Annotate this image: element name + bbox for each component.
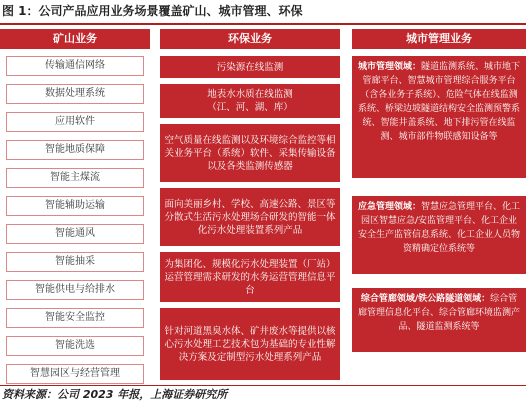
env-item	[160, 84, 340, 118]
mining-item: 数据处理系统	[6, 84, 144, 104]
header-city: 城市管理业务	[352, 29, 526, 49]
mining-item: 智慧园区与经营管理	[6, 364, 144, 384]
figure-title: 图 1：公司产品应用业务场景覆盖矿山、城市管理、环保	[2, 4, 303, 18]
env-item-text: 针对河道黑臭水体、矿井废水等提供以核心污水处理工艺技术包为基础的专业性解决方案及定制型污水处理系列产品	[164, 325, 336, 363]
title-divider	[0, 23, 526, 25]
env-item	[160, 188, 340, 246]
city-item-text: 智慧应急管理平台、化工园区智慧应急/安监管理平台、化工企业安全生产监管信息系统、化工企业人员物资精确定位系统等	[357, 202, 521, 254]
env-item	[160, 124, 340, 182]
source-divider	[0, 385, 526, 386]
city-item-text: 隧道监测系统、城市地下管廊平台、智慧城市管理综合服务平台（含各业务子系统）、危险气体在线监测系统、桥梁边坡隧道结构安全监测预警系统、智能井盖系统、地下排污管在线监测、城市部件物联感知设备等	[357, 62, 521, 142]
city-item-text: 综合管廊管理信息化平台、综合管廊环境监测产品、隧道监测系统等	[357, 294, 520, 332]
header-env: 环保业务	[160, 29, 340, 49]
source-note: 资料来源：公司 2023 年报，上海证券研究所	[2, 388, 228, 401]
mining-item: 智能洗选	[6, 336, 144, 356]
city-item	[352, 196, 526, 274]
city-item	[352, 56, 526, 178]
mining-item: 智能主煤流	[6, 168, 144, 188]
mining-item: 应用软件	[6, 112, 144, 132]
env-item-text: 空气质量在线监测以及环境综合监控等相关业务平台（系统）软件、采集传输设备以及各类监测传感器	[164, 134, 336, 172]
city-item-lead: 应急管理领域：	[357, 202, 421, 212]
mining-item: 智能供电与给排水	[6, 280, 144, 300]
city-item-lead: 综合管廊领域/铁公路隧道领域：	[360, 294, 491, 304]
env-item	[160, 252, 340, 302]
mining-item: 传输通信网络	[6, 56, 144, 76]
env-item-text: 面向美丽乡村、学校、高速公路、景区等分散式生活污水处理场合研发的智能一体化污水处理装置系列产品	[164, 198, 336, 236]
city-item	[352, 288, 526, 352]
header-mining: 矿山业务	[0, 29, 150, 49]
mining-item: 智能地质保障	[6, 140, 144, 160]
mining-item: 智能抽采	[6, 252, 144, 272]
mining-item: 智能通风	[6, 224, 144, 244]
env-item-text: 地表水水质在线监测 （江、河、湖、库）	[207, 89, 293, 113]
city-item-lead: 城市管理领域：	[357, 62, 421, 72]
mining-item: 智能安全监控	[6, 308, 144, 328]
env-item	[160, 308, 340, 380]
env-item	[160, 56, 340, 78]
mining-item: 智能辅助运输	[6, 196, 144, 216]
env-item-text: 为集团化、规模化污水处理装置（厂站）运营管理需求研发的水务运营管理信息平台	[164, 258, 336, 296]
env-item-text: 污染源在线监测	[216, 61, 284, 73]
